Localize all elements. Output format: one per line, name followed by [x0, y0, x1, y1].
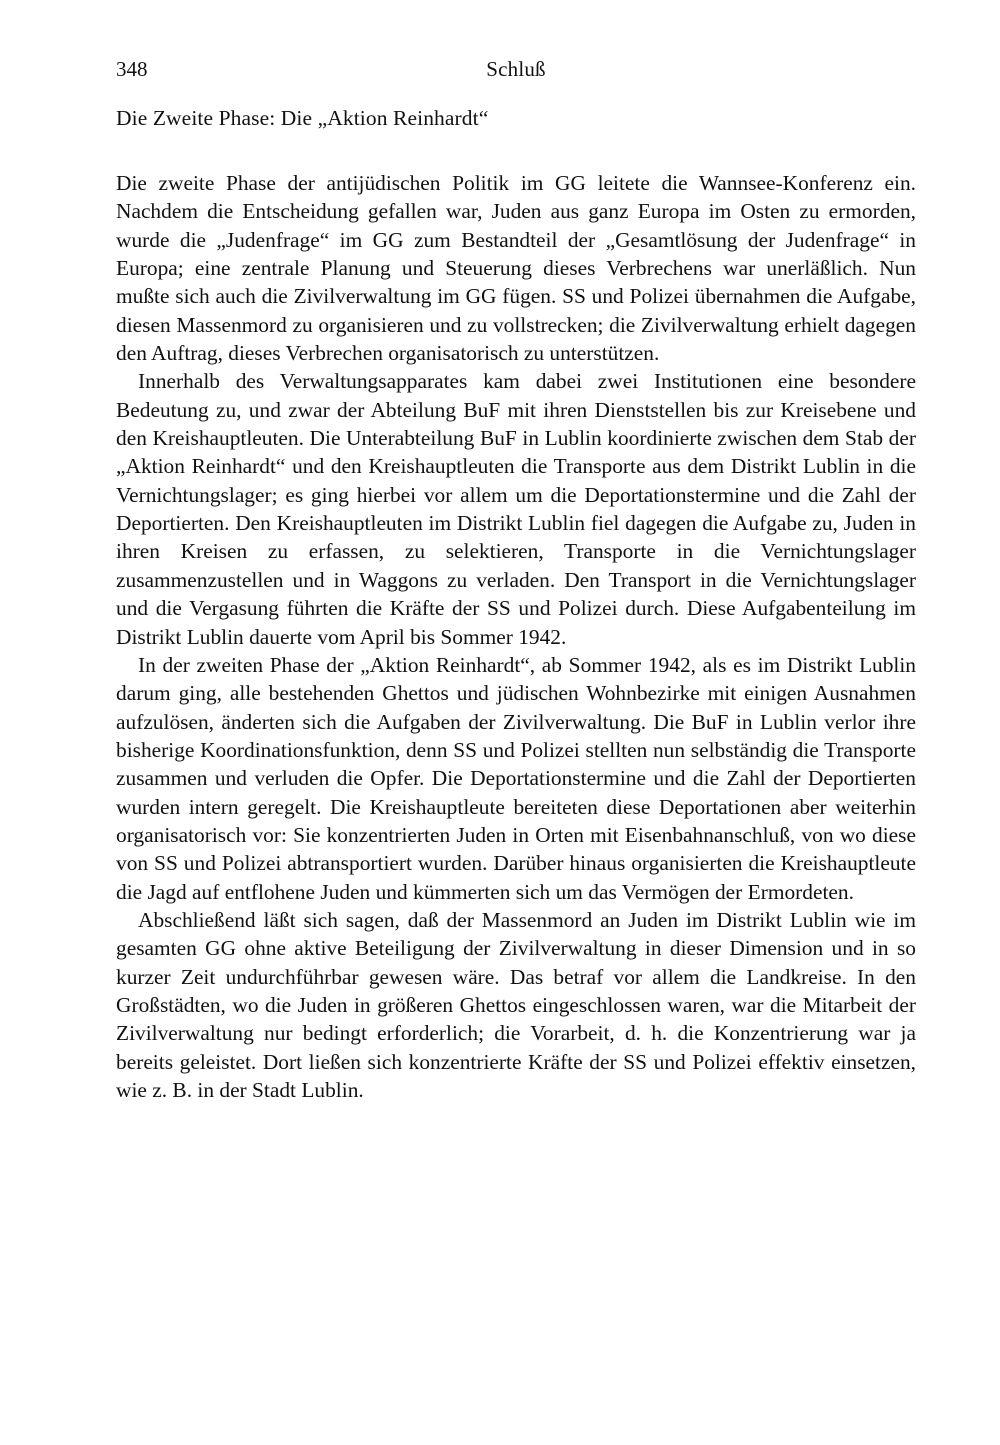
running-head: Schluß: [486, 57, 546, 81]
body-text: [116, 169, 916, 1104]
section-title: Die Zweite Phase: Die „Aktion Reinhardt“: [116, 106, 489, 130]
paragraph-3: In der zweiten Phase der „Aktion Reinhardt“, ab Sommer 1942, als es im Distrikt Lublin darum ging, alle bestehenden Ghettos und jüdischen Wohnbezirke mit einigen Ausnahmen aufzulösen, änderten sich die Aufgaben der Zivilverwaltung. Die BuF in Lublin verlor ihre bisherige Koordinationsfunktion, denn SS und Polizei stellten nun selbständig die Transporte zusammen und verluden die Opfer. Die Deportationstermine und die Zahl der Deportierten wurden intern geregelt. Die Kreishauptleute bereiteten diese Deportationen aber weiterhin organisatorisch vor: Sie konzentrierten Juden in Orten mit Eisenbahnanschluß, von wo diese von SS und Polizei abtransportiert wurden. Darüber hinaus organisierten die Kreishauptleute die Jagd auf entflohene Juden und kümmerten sich um das Vermögen der Ermordeten.: [116, 652, 916, 904]
book-page: [116, 52, 916, 1104]
page-number: 348: [116, 57, 148, 81]
paragraph-2: Innerhalb des Verwaltungsapparates kam dabei zwei Institutionen eine besondere Bedeutung zu, und zwar der Abteilung BuF mit ihren Dienststellen bis zur Kreisebene und den Kreishauptleuten. Die Unterabteilung BuF in Lublin koordinierte zwischen dem Stab der „Aktion Reinhardt“ und den Kreishauptleuten die Transporte aus dem Distrikt Lublin in die Vernichtungslager; es ging hierbei vor allem um die Deportationstermine und die Zahl der Deportierten. Den Kreishauptleuten im Distrikt Lublin fiel dagegen die Aufgabe zu, Juden in ihren Kreisen zu erfassen, zu selektieren, Transporte in die Vernichtungslager zusammenzustellen und in Waggons zu verladen. Den Transport in die Vernichtungslager und die Vergasung führten die Kräfte der SS und Polizei durch. Diese Aufgabenteilung im Distrikt Lublin dauerte vom April bis Sommer 1942.: [116, 369, 916, 649]
paragraph-1: Die zweite Phase der antijüdischen Politik im GG leitete die Wannsee-Konferenz ein. Nachdem die Entscheidung gefallen war, Juden aus ganz Europa im Osten zu ermorden, wurde die „Judenfrage“ im GG zum Bestandteil der „Gesamtlösung der Judenfrage“ in Europa; eine zentrale Planung und Steuerung dieses Verbrechens war unerläßlich. Nun mußte sich auch die Zivilverwaltung im GG fügen. SS und Polizei übernahmen die Aufgabe, diesen Massenmord zu organisieren und zu vollstrecken; die Zivilverwaltung erhielt dagegen den Auftrag, dieses Verbrechen organisatorisch zu unterstützen.: [116, 171, 916, 366]
paragraph-4: Abschließend läßt sich sagen, daß der Massenmord an Juden im Distrikt Lublin wie im gesamten GG ohne aktive Beteiligung der Zivilverwaltung in dieser Dimension und in so kurzer Zeit undurchführbar gewesen wäre. Das betraf vor allem die Landkreise. In den Großstädten, wo die Juden in größeren Ghettos eingeschlossen waren, war die Mitarbeit der Zivilverwaltung nur bedingt erforderlich; die Vorarbeit, d. h. die Konzentrierung war ja bereits geleistet. Dort ließen sich konzentrierte Kräfte der SS und Polizei effektiv einsetzen, wie z. B. in der Stadt Lublin.: [116, 907, 916, 1102]
page-header: [116, 52, 916, 86]
